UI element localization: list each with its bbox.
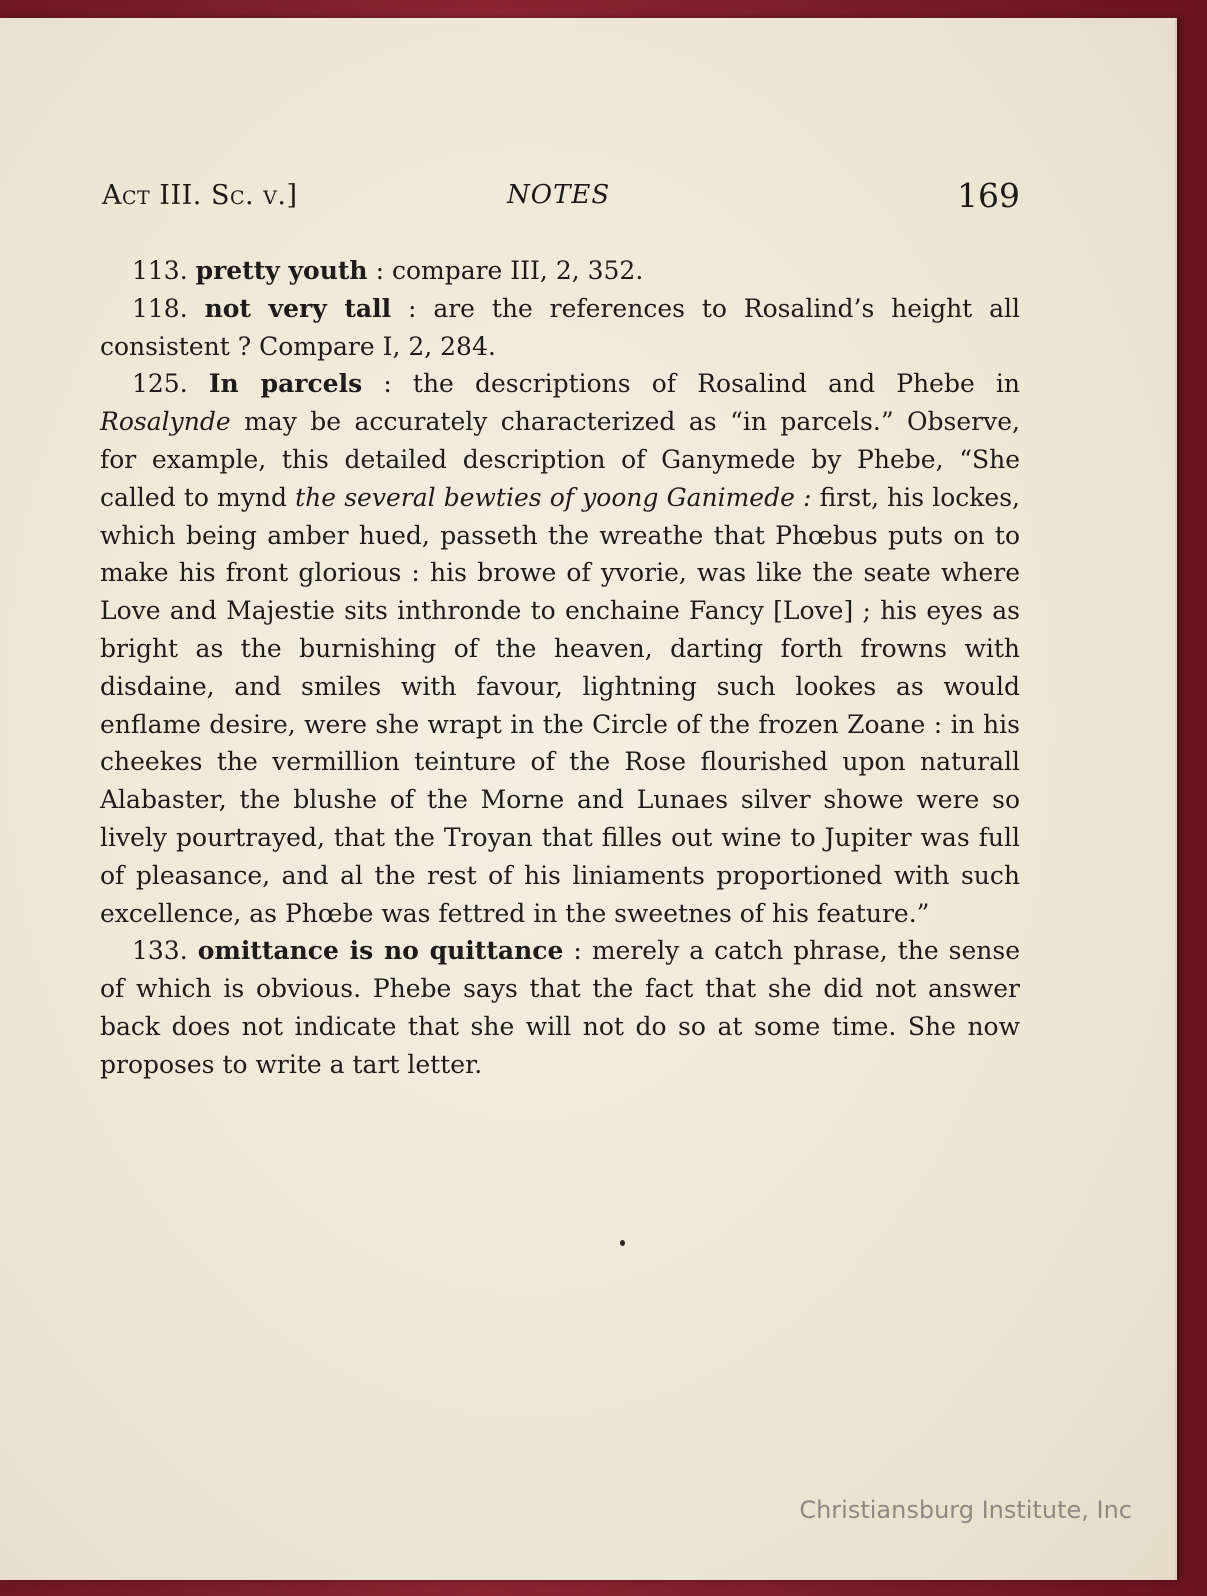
- notes-body: [100, 252, 1020, 1084]
- note-text: : are the references to Rosalind’s height all consistent ? Compare I, 2, 284.: [100, 293, 1020, 361]
- watermark: Christiansburg Institute, Inc: [799, 1496, 1132, 1524]
- note-lemma: omittance is no quittance: [197, 936, 564, 966]
- note-number: 113.: [132, 256, 188, 285]
- page-number: 169: [957, 176, 1020, 215]
- header-title: NOTES: [507, 180, 611, 210]
- note-text: first, his lockes, which being amber hued, passeth the wreathe that Phœbus puts on to make his front glorious : his browe of yvorie, was like the seate where Love and Majestie sits inthronde to enchaine Fancy [Love] ; his eyes as bright as the burnishing of the heaven, darting forth frowns with disdaine, and smiles with favour, lightning such lookes as would enflame desire, were she wrapt in the Circle of the frozen Zoane : in his cheekes the vermillion teinture of the Rose flourished upon naturall Alabaster, the blushe of the Morne and Lunaes silver showe were so lively pourtrayed, that the Troyan that filles out wine to Jupiter was full of pleasance, and al the rest of his liniaments proportioned with such excellence, as Phœbe was fettred in the sweetnes of his feature.”: [100, 482, 1020, 928]
- note-lemma: not very tall: [204, 293, 392, 323]
- book-page: [0, 18, 1177, 1580]
- note-118: [100, 290, 1020, 366]
- note-125: [100, 365, 1020, 932]
- note-number: 118.: [132, 293, 188, 323]
- running-header: [102, 176, 1020, 216]
- note-text: : the descriptions of Rosalind and Phebe in: [362, 369, 1020, 399]
- note-text: may be accurately characterized as “in parcels.” Observe, for example, this detailed description of Ganymede by Phebe, “She called to mynd: [100, 407, 1020, 512]
- note-italic-quote: the several bewties of yoong Ganimede :: [295, 482, 812, 512]
- note-lemma: pretty youth: [195, 256, 368, 285]
- header-act-scene: Act III. Sc. v.]: [102, 180, 298, 211]
- note-113: [100, 252, 1020, 290]
- note-133: [100, 932, 1020, 1083]
- note-number: 133.: [132, 936, 188, 966]
- note-number: 125.: [132, 369, 188, 399]
- note-lemma: In parcels: [208, 369, 363, 399]
- note-text: : compare III, 2, 352.: [367, 256, 644, 285]
- ink-speck: [620, 1240, 625, 1246]
- note-italic-title: Rosalynde: [100, 407, 231, 437]
- note-text: : merely a catch phrase, the sense of which is obvious. Phebe says that the fact that she did not answer back does not indicate that she will not do so at some time. She now proposes to write a tart letter.: [100, 936, 1021, 1079]
